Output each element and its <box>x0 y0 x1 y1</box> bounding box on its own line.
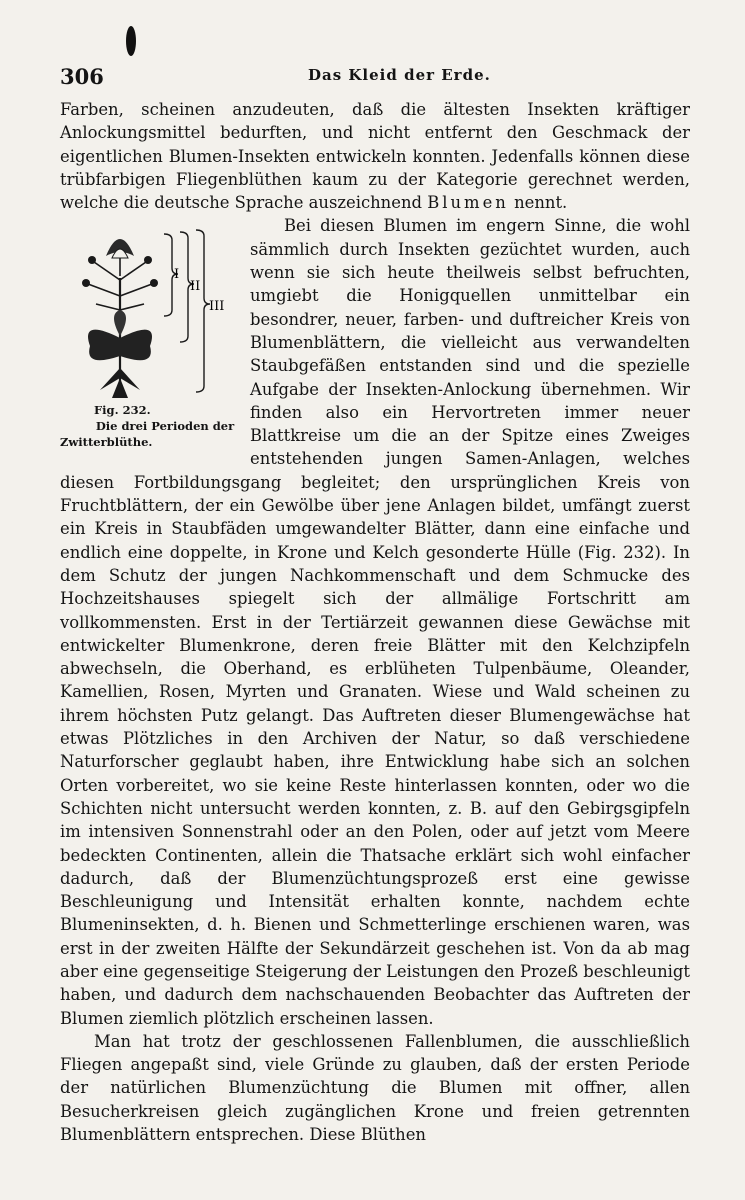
figure-number: Fig. 232. <box>94 403 151 418</box>
page-header <box>60 62 690 98</box>
bracket-label-1: I <box>174 267 180 283</box>
running-head: Das Kleid der Erde. <box>308 66 491 84</box>
ink-blot <box>126 26 136 56</box>
figure-232 <box>60 218 240 450</box>
figure-title: Die drei Perioden der Zwitterblüthe. <box>60 419 235 450</box>
body-text <box>60 98 690 1146</box>
paragraph-2-text: Bei diesen Blumen im engern Sinne, die wohl sämmlich durch Insekten gezüchtet wurden, auch wenn sie sich heute theilweis selbst befruchten, umgiebt die Honigquellen unmittelbar ein besondrer, neuer, farben- und duftreicher Kreis von Blumenblättern, die vielleicht aus verwandelten Staubgefäßen entstanden sind und die spezielle Aufgabe der Insekten-Anlockung übernehmen. Wir finden also ein Hervortreten immer neuer Blattkreise um die an der Spitze eines Zweiges entstehenden jungen Samen-Anlagen, welches diesen Fortbildungsgang begleitet; den ursprünglichen Kreis von Fruchtblättern, der ein Gewölbe über jene Anlagen bildet, umfängt zuerst ein Kreis in Staubfäden umgewandelter Blätter, dann eine einfache und endlich eine doppelte, in Krone und Kelch gesonderte Hülle (Fig. 232). In dem Schutz der jungen Nachkommenschaft und dem Schmucke des Hochzeitshauses spiegelt sich der allmälige Fortschritt am vollkommensten. Erst in der Tertiärzeit gewannen diese Gewächse mit entwickelter Blumenkrone, deren freie Blätter mit den Kelchzipfeln abwechseln, die Oberhand, es erblüheten Tulpenbäume, Oleander, Kamellien, Rosen, Myrten und Granaten. Wiese und Wald scheinen zu ihrem höchsten Putz gelangt. Das Auftreten dieser Blumengewächse hat etwas Plötzliches in den Archiven der Natur, so daß verschiedene Naturforscher geglaubt haben, ihre Entwicklung habe sich an solchen Orten vorbereitet, wo sie keine Reste hinterlassen konnten, oder wo die Schichten nicht untersucht werden konnten, z. B. auf den Gebirgsgipfeln im intensiven Sonnenstrahl oder an den Polen, oder auf jetzt vom Meere bedeckten Continenten, allein die Thatsache erklärt sich wohl einfacher dadurch, daß der Blumenzüchtungsprozeß erst eine gewisse Beschleunigung und Intensität erhalten konnte, nachdem echte Blumeninsekten, d. h. Bienen und Schmetterlinge erschienen waren, was erst in der zweiten Hälfte der Sekundärzeit geschehen ist. Von da ab mag aber eine gegenseitige Steigerung der Leistungen den Prozeß beschleunigt haben, und dadurch dem nachschauenden Beobachter das Auftreten der Blumen ziemlich plötzlich erscheinen lassen. <box>60 216 690 1028</box>
paragraph-1-end: nennt. <box>514 193 568 213</box>
bracket-label-3: III <box>209 299 225 315</box>
paragraph-1-text: Farben, scheinen anzudeuten, daß die ältesten Insekten kräftiger Anlockungsmittel bedurften, und nicht entfernt den Geschmack der eigentlichen Blumen-Insekten entwickeln konnten. Jedenfalls können diese trübfarbigen Fliegenblüthen kaum zu der Kategorie gerechnet werden, welche die deutsche Sprache auszeichnend <box>60 100 690 213</box>
page <box>60 62 690 1146</box>
flower-illustration <box>60 218 240 398</box>
emphasized-word: Blumen <box>427 193 509 213</box>
page-number: 306 <box>60 64 104 89</box>
paragraph-2 <box>60 214 690 1029</box>
paragraph-3: Man hat trotz der geschlossenen Fallenblumen, die ausschließlich Fliegen angepaßt sind, viele Gründe zu glauben, daß der ersten Periode der natürlichen Blumenzüchtung die Blumen mit offner, allen Besucherkreisen gleich zugänglichen Krone und freien getrennten Blumenblättern entsprechen. Diese Blüthen <box>60 1031 690 1145</box>
bracket-label-2: II <box>190 279 201 295</box>
paragraph-1 <box>60 98 690 214</box>
figure-caption <box>60 402 236 450</box>
